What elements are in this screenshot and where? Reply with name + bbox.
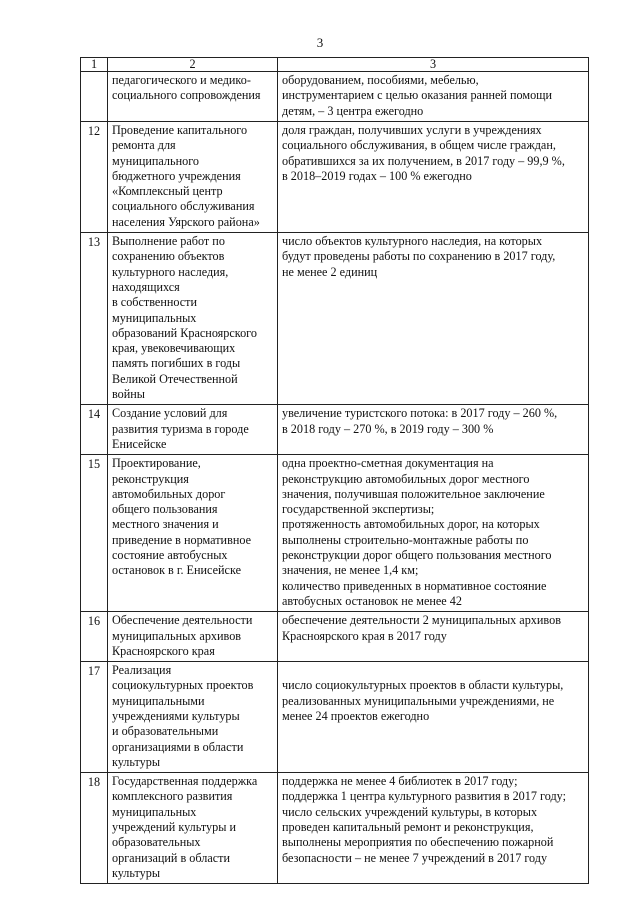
cell-line: Государственная поддержка <box>112 774 258 789</box>
cell-line: развития туризма в городе <box>112 421 249 436</box>
cell-line: увеличение туристского потока: в 2017 году – 260 %, <box>282 406 558 421</box>
header-cell-2: 2 <box>108 58 278 72</box>
row-number-cell: 17 <box>81 662 108 773</box>
cell-line: обратившихся за их получением, в 2017 году – 99,9 %, <box>282 153 565 168</box>
table-row <box>81 773 589 884</box>
row-number-cell: 18 <box>81 773 108 884</box>
row-number-cell: 15 <box>81 455 108 612</box>
cell-line: учреждениями культуры <box>112 708 240 723</box>
cell-line: местного значения и <box>112 517 219 532</box>
cell-line: культуры <box>112 754 161 769</box>
cell-line: обеспечение деятельности 2 муниципальных архивов <box>282 613 561 628</box>
cell-line: одна проектно-сметная документация на <box>282 456 494 471</box>
cell-line: автобусных остановок не менее 42 <box>282 593 462 608</box>
cell-line: «Комплексный центр <box>112 184 223 199</box>
cell-line: доля граждан, получивших услуги в учреждениях <box>282 123 542 137</box>
cell-line: детям, – 3 центра ежегодно <box>282 103 424 118</box>
cell-line: значения, не менее 1,4 км; <box>282 563 419 578</box>
row-number-cell: 14 <box>81 405 108 455</box>
cell-line: число социокультурных проектов в области культуры, <box>282 678 564 693</box>
cell-line: Великой Отечественной <box>112 371 238 386</box>
cell-line: реконструкция <box>112 471 189 486</box>
cell-line: Красноярского края в 2017 году <box>282 628 447 643</box>
cell-line: государственной экспертизы; <box>282 502 435 517</box>
cell-line: значения, получившая положительное заключение <box>282 486 545 501</box>
cell-line: Енисейске <box>112 436 167 451</box>
table-header-row <box>81 58 589 72</box>
table-row <box>81 455 589 612</box>
indicator-cell <box>278 405 589 455</box>
cell-line: реконструкцию автомобильных дорог местного <box>282 471 530 486</box>
indicator-cell <box>278 662 589 773</box>
cell-line: социального обслуживания, в общем числе граждан, <box>282 138 556 153</box>
cell-line: учреждений культуры и <box>112 820 236 835</box>
cell-line: будут проведены работы по сохранению в 2017 году, <box>282 249 556 264</box>
measure-cell <box>108 122 278 233</box>
cell-line: образований Красноярского <box>112 325 257 340</box>
indicator-cell <box>278 455 589 612</box>
cell-line: поддержка 1 центра культурного развития в 2017 году; <box>282 789 566 804</box>
table-row <box>81 122 589 233</box>
cell-line: педагогического и медико- <box>112 73 251 87</box>
cell-line: оборудованием, пособиями, мебелью, <box>282 73 479 87</box>
cell-line: выполнены мероприятия по обеспечению пожарной <box>282 835 554 850</box>
cell-line: социокультурных проектов <box>112 678 254 693</box>
cell-line: память погибших в годы <box>112 356 241 371</box>
row-number-cell: 16 <box>81 612 108 662</box>
cell-line: муниципальных <box>112 310 197 325</box>
cell-line: и образовательными <box>112 724 219 739</box>
cell-line: общего пользования <box>112 502 218 517</box>
row-number-cell <box>81 72 108 122</box>
cell-line: проведен капитальный ремонт и реконструкция, <box>282 820 534 835</box>
indicator-cell <box>278 233 589 405</box>
cell-line: образовательных <box>112 835 201 850</box>
table-row <box>81 72 589 122</box>
table-row <box>81 662 589 773</box>
cell-line: инструментарием с целью оказания ранней помощи <box>282 88 553 103</box>
cell-line: бюджетного учреждения <box>112 168 241 183</box>
measure-cell <box>108 455 278 612</box>
indicator-cell <box>278 122 589 233</box>
cell-line: Проведение капитального <box>112 123 248 137</box>
table-row <box>81 405 589 455</box>
cell-line: муниципальными <box>112 693 205 708</box>
cell-line: муниципальных <box>112 804 197 819</box>
row-number-cell: 12 <box>81 122 108 233</box>
cell-line: число сельских учреждений культуры, в которых <box>282 804 538 819</box>
cell-line: края, увековечивающих <box>112 341 236 356</box>
header-cell-1: 1 <box>81 58 108 72</box>
cell-line: ремонта для <box>112 138 176 153</box>
cell-line: реконструкции дорог общего пользования местного <box>282 548 552 563</box>
cell-line: социального сопровождения <box>112 88 261 103</box>
cell-line: выполнены строительно-монтажные работы по <box>282 532 529 547</box>
cell-line: в 2018 году – 270 %, в 2019 году – 300 % <box>282 421 494 436</box>
table-row <box>81 233 589 405</box>
indicator-cell <box>278 773 589 884</box>
cell-line: Проектирование, <box>112 456 201 471</box>
cell-line: Красноярского края <box>112 643 215 658</box>
cell-line: безопасности – не менее 7 учреждений в 2017 году <box>282 850 548 865</box>
cell-line: культурного наследия, <box>112 264 229 279</box>
table-body <box>81 58 589 884</box>
cell-line: войны <box>112 387 145 402</box>
measure-cell <box>108 612 278 662</box>
cell-line: социального обслуживания <box>112 199 255 214</box>
cell-line: количество приведенных в нормативное состояние <box>282 578 547 593</box>
cell-line: населения Уярского района» <box>112 214 260 229</box>
cell-line: Выполнение работ по <box>112 234 225 249</box>
cell-line: число объектов культурного наследия, на которых <box>282 234 543 249</box>
cell-line: муниципальных архивов <box>112 628 242 643</box>
measure-cell <box>108 405 278 455</box>
cell-line: не менее 2 единиц <box>282 264 378 279</box>
cell-line: реализованных муниципальными учреждениями, не <box>282 693 555 708</box>
cell-line: культуры <box>112 865 161 880</box>
cell-line: автомобильных дорог <box>112 486 226 501</box>
cell-line: протяженность автомобильных дорог, на которых <box>282 517 540 532</box>
row-number-cell: 13 <box>81 233 108 405</box>
header-cell-3: 3 <box>278 58 589 72</box>
cell-line: приведение в нормативное <box>112 532 252 547</box>
document-table <box>80 57 589 884</box>
cell-line: Реализация <box>112 663 172 678</box>
cell-line: поддержка не менее 4 библиотек в 2017 году; <box>282 774 518 789</box>
table-row <box>81 612 589 662</box>
cell-line: организациями в области <box>112 739 244 754</box>
measure-cell <box>108 662 278 773</box>
cell-line: Создание условий для <box>112 406 228 421</box>
cell-line: Обеспечение деятельности <box>112 613 253 628</box>
cell-line: в собственности <box>112 295 198 310</box>
cell-line: состояние автобусных <box>112 548 228 563</box>
cell-line: сохранению объектов <box>112 249 225 264</box>
cell-line: организаций в области <box>112 850 231 865</box>
indicator-cell <box>278 612 589 662</box>
measure-cell <box>108 773 278 884</box>
indicator-cell <box>278 72 589 122</box>
cell-line: остановок в г. Енисейске <box>112 563 241 578</box>
cell-line: находящихся <box>112 279 180 294</box>
page-number: 3 <box>316 35 324 50</box>
cell-line: менее 24 проектов ежегодно <box>282 708 430 723</box>
cell-line: комплексного развития <box>112 789 233 804</box>
cell-line: в 2018–2019 годах – 100 % ежегодно <box>282 168 472 183</box>
measure-cell <box>108 233 278 405</box>
cell-line: муниципального <box>112 153 199 168</box>
measure-cell <box>108 72 278 122</box>
cell-line <box>282 663 584 678</box>
